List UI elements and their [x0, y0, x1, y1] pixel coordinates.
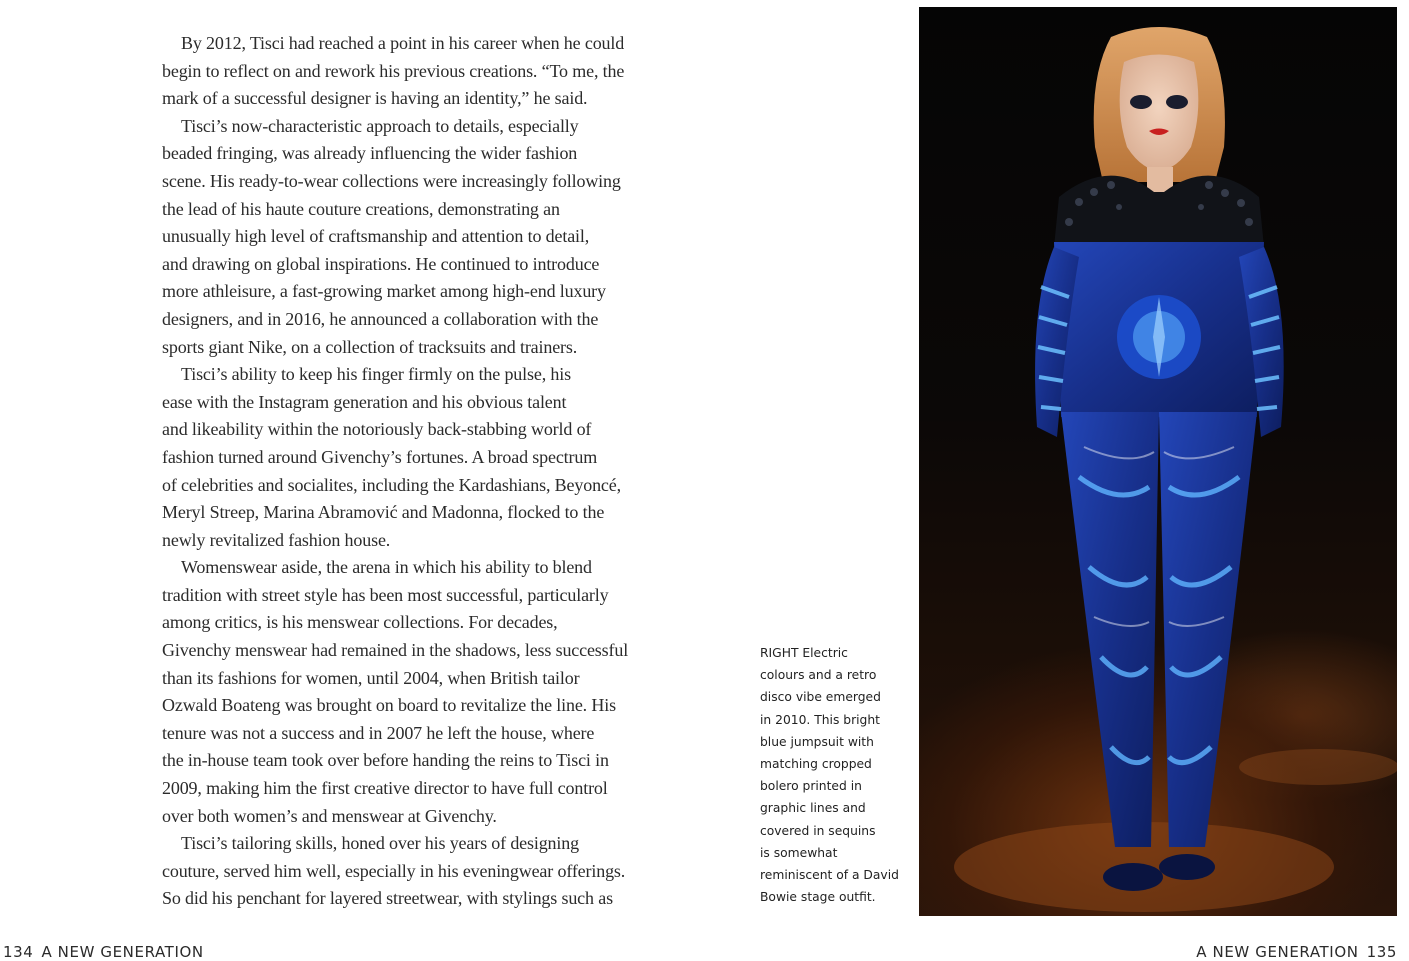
text-line: tradition with street style has been most successful, particularly [162, 584, 609, 605]
caption-line: RIGHT Electric [760, 646, 848, 660]
text-line: unusually high level of craftsmanship and attention to detail, [162, 226, 590, 247]
text-line: ease with the Instagram generation and his obvious talent [162, 391, 567, 412]
caption-line: bolero printed in [760, 779, 862, 794]
text-line: Tisci’s ability to keep his finger firmly on the pulse, his [181, 364, 571, 385]
running-head-left: A NEW GENERATION [41, 943, 204, 961]
text-line: over both women’s and menswear at Givenchy. [162, 805, 497, 826]
text-line: the lead of his haute couture creations, demonstrating an [162, 198, 560, 219]
caption-line: reminiscent of a David [760, 867, 899, 882]
text-line: newly revitalized fashion house. [162, 529, 391, 550]
body-text [162, 30, 652, 913]
page-folio-right [1196, 943, 1397, 961]
caption-line: is somewhat [760, 845, 838, 860]
text-line: designers, and in 2016, he announced a collaboration with the [162, 308, 599, 329]
running-head-right: A NEW GENERATION [1196, 943, 1359, 961]
text-line: among critics, is his menswear collections. For decades, [162, 612, 558, 633]
text-line: sports giant Nike, on a collection of tracksuits and trainers. [162, 336, 578, 357]
text-line: than its fashions for women, until 2004, when British tailor [162, 667, 580, 688]
text-line: fashion turned around Givenchy’s fortunes. A broad spectrum [162, 446, 598, 467]
text-line: and drawing on global inspirations. He continued to introduce [162, 253, 600, 274]
text-line: Ozwald Boateng was brought on board to revitalize the line. His [162, 695, 616, 716]
text-line: By 2012, Tisci had reached a point in his career when he could [181, 33, 625, 53]
caption-line: colours and a retro [760, 668, 877, 683]
caption-line: covered in sequins [760, 823, 876, 838]
caption-line: Bowie stage outfit. [760, 890, 876, 905]
photo-caption [760, 642, 910, 908]
page-number-left: 134 [3, 943, 34, 961]
text-line: mark of a successful designer is having an identity,” he said. [162, 88, 588, 109]
text-line: So did his penchant for layered streetwear, with stylings such as [162, 888, 613, 909]
text-line: Tisci’s now-characteristic approach to details, especially [181, 115, 579, 136]
text-line: beaded fringing, was already influencing the wider fashion [162, 143, 578, 164]
text-line: the in-house team took over before handing the reins to Tisci in [162, 750, 609, 771]
page-folio-left [3, 943, 204, 961]
caption-line: graphic lines and [760, 801, 866, 816]
text-line: and likeability within the notoriously back-stabbing world of [162, 419, 592, 440]
text-line: Tisci’s tailoring skills, honed over his years of designing [181, 833, 579, 854]
text-line: couture, served him well, especially in his eveningwear offerings. [162, 860, 626, 881]
text-line: more athleisure, a fast-growing market among high-end luxury [162, 281, 606, 302]
text-line: scene. His ready-to-wear collections were increasingly following [162, 170, 621, 191]
caption-line: matching cropped [760, 756, 872, 771]
caption-line: blue jumpsuit with [760, 734, 874, 749]
runway-model-illustration [919, 7, 1397, 916]
text-line: Womenswear aside, the arena in which his ability to blend [181, 557, 592, 578]
caption-line: disco vibe emerged [760, 690, 881, 705]
caption-line: in 2010. This bright [760, 712, 880, 727]
text-line: 2009, making him the first creative director to have full control [162, 778, 608, 799]
page-number-right: 135 [1366, 943, 1397, 961]
text-line: Meryl Streep, Marina Abramović and Madonna, flocked to the [162, 502, 605, 523]
runway-photo [919, 7, 1397, 916]
text-line: of celebrities and socialites, including the Kardashians, Beyoncé, [162, 474, 621, 495]
text-line: tenure was not a success and in 2007 he left the house, where [162, 722, 595, 743]
text-line: begin to reflect on and rework his previous creations. “To me, the [162, 60, 625, 81]
text-line: Givenchy menswear had remained in the shadows, less successful [162, 640, 629, 661]
